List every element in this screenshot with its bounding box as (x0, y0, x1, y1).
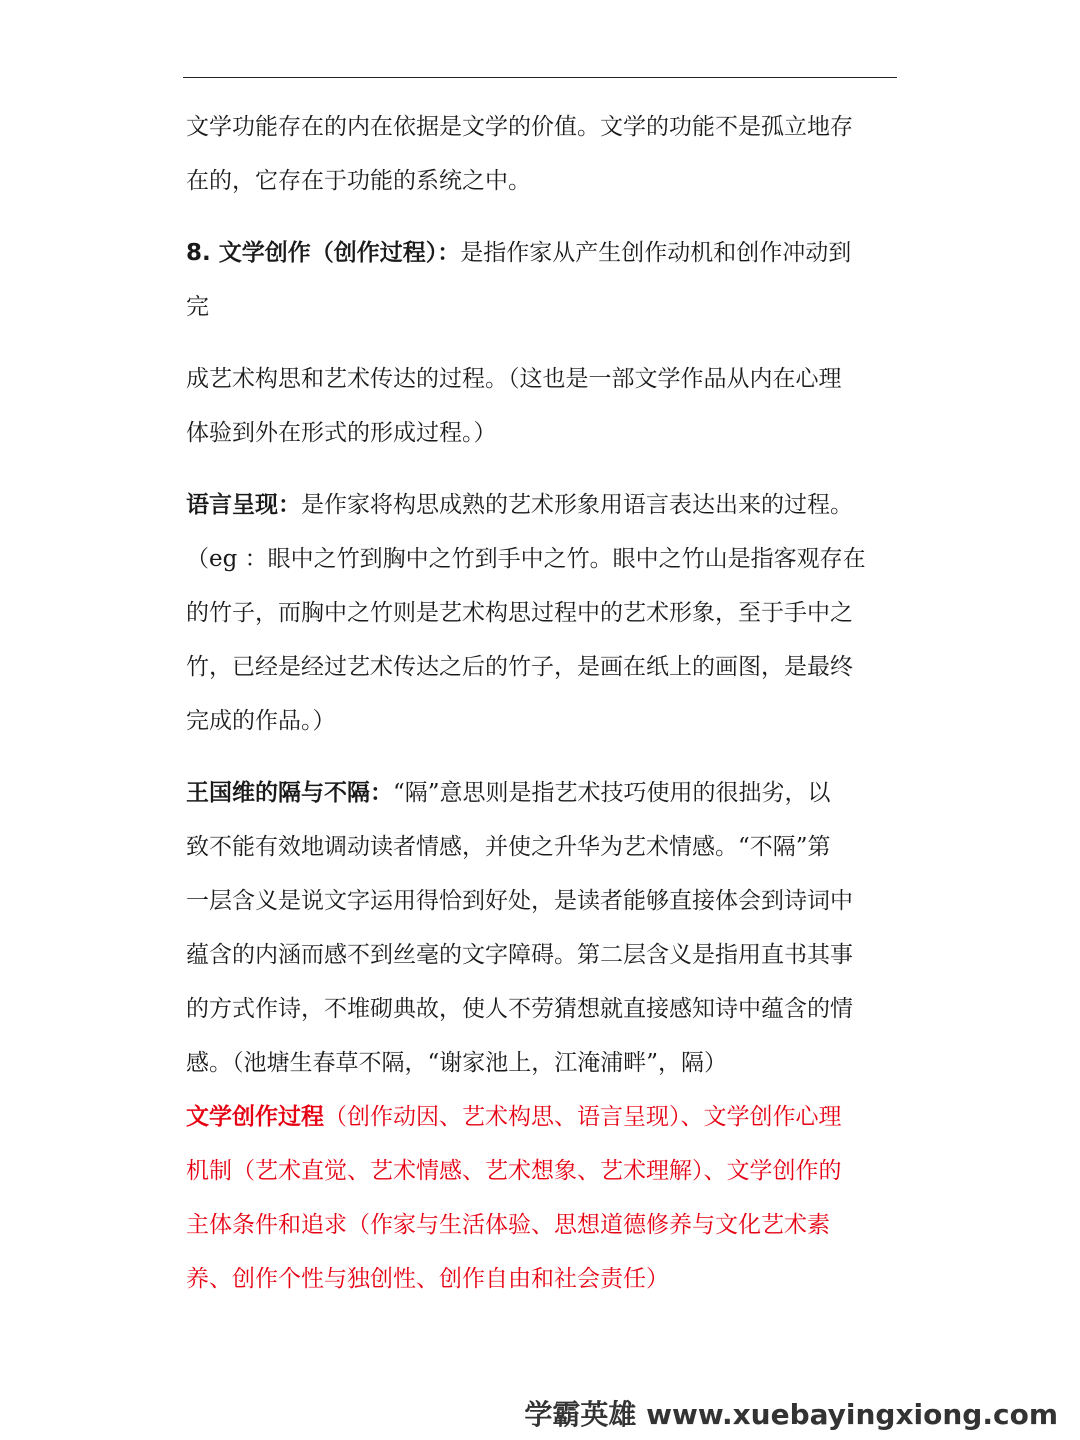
text-line: 致不能有效地调动读者情感，并使之升华为艺术情感。“不隔”第 (186, 834, 831, 860)
text-line: 在的，它存在于功能的系统之中。 (186, 168, 531, 194)
document-body (186, 100, 898, 1306)
term-wang-guowei: 王国维的隔与不隔： (186, 780, 393, 806)
paragraph-literary-function (186, 100, 898, 208)
header-rule (183, 77, 897, 78)
text-line: 成艺术构思和艺术传达的过程。（这也是一部文学作品从内在心理 (186, 366, 842, 392)
text-line: 养、创作个性与独创性、创作自由和社会责任） (186, 1266, 669, 1292)
paragraph-language-presentation (186, 478, 898, 748)
text-line: 一层含义是说文字运用得恰到好处，是读者能够直接体会到诗词中 (186, 888, 853, 914)
text-line: 文学功能存在的内在依据是文学的价值。文学的功能不是孤立地存 (186, 114, 853, 140)
text-line: 机制（艺术直觉、艺术情感、艺术想象、艺术理解）、文学创作的 (186, 1158, 842, 1184)
text-line: 完 (186, 294, 209, 320)
term-literary-creation: 8. 文学创作（创作过程）： (186, 240, 461, 266)
term-creation-process: 文学创作过程 (186, 1104, 324, 1130)
text-line: 的竹子，而胸中之竹则是艺术构思过程中的艺术形象，至于手中之 (186, 600, 853, 626)
text-line: “隔”意思则是指艺术技巧使用的很拙劣，以 (393, 780, 831, 806)
paragraph-creation-continued (186, 352, 898, 460)
paragraph-creation-summary (186, 1090, 898, 1306)
text-line: 完成的作品。） (186, 708, 336, 734)
text-line: 体验到外在形式的形成过程。） (186, 420, 497, 446)
text-line: （创作动因、艺术构思、语言呈现）、文学创作心理 (324, 1104, 842, 1130)
text-line: （eg ：眼中之竹到胸中之竹到手中之竹。眼中之竹山是指客观存在 (186, 546, 866, 572)
footer-brand-watermark: 学霸英雄 www.xuebayingxiong.com (524, 1398, 1058, 1431)
paragraph-wang-guowei (186, 766, 898, 1090)
text-line: 蕴含的内涵而感不到丝毫的文字障碍。第二层含义是指用直书其事 (186, 942, 853, 968)
text-line: 竹，已经是经过艺术传达之后的竹子，是画在纸上的画图，是最终 (186, 654, 853, 680)
text-line: 是指作家从产生创作动机和创作冲动到 (460, 240, 852, 266)
text-line: 感。（池塘生春草不隔，“谢家池上，江淹浦畔”，隔） (186, 1050, 728, 1076)
text-line: 的方式作诗，不堆砌典故，使人不劳猜想就直接感知诗中蕴含的情 (186, 996, 853, 1022)
paragraph-literary-creation (186, 226, 898, 334)
text-line: 是作家将构思成熟的艺术形象用语言表达出来的过程。 (301, 492, 853, 518)
term-language-presentation: 语言呈现： (186, 492, 301, 518)
text-line: 主体条件和追求（作家与生活体验、思想道德修养与文化艺术素 (186, 1212, 830, 1238)
